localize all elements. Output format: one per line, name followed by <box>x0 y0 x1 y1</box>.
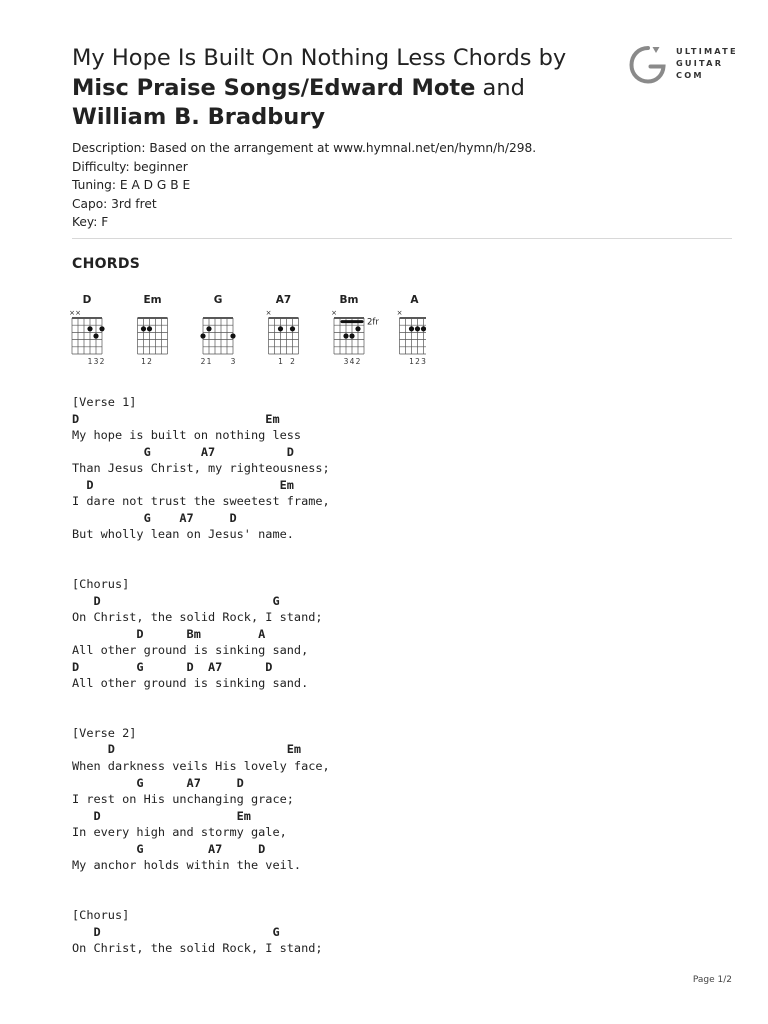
lyric-line: All other ground is sinking sand. <box>72 676 309 691</box>
finger-dot <box>290 326 295 331</box>
chord-line: G A7 D <box>72 841 266 856</box>
chord-diagram-g <box>200 294 235 366</box>
logo-text <box>676 45 738 81</box>
lyric-line: My anchor holds within the veil. <box>72 858 302 873</box>
song-body <box>72 394 330 957</box>
chord-diagram-em <box>138 294 168 366</box>
meta-tuning: Tuning: E A D G B E <box>72 178 191 192</box>
page-number: Page 1/2 <box>692 975 732 985</box>
finger-dot <box>99 326 104 331</box>
divider <box>72 238 732 239</box>
logo-text-line3: COM <box>676 70 704 80</box>
lyric-line: On Christ, the solid Rock, I stand; <box>72 941 323 956</box>
finger-number: 1 <box>141 357 146 366</box>
title-prefix: My Hope Is Built On Nothing Less Chords by <box>72 45 567 71</box>
finger-number: 3 <box>230 357 236 366</box>
section-label: [Verse 2] <box>72 725 137 740</box>
muted-string-mark: × <box>69 309 75 317</box>
meta-difficulty: Difficulty: beginner <box>72 159 188 174</box>
finger-number: 2 <box>200 357 206 366</box>
section-label: [Verse 1] <box>72 395 137 409</box>
finger-dot <box>355 326 360 331</box>
chord-line: G A7 D <box>72 510 237 525</box>
muted-string-mark: × <box>75 309 81 317</box>
chord-name: G <box>213 294 223 306</box>
finger-dot <box>93 333 98 338</box>
meta-key: Key: F <box>72 215 109 229</box>
lyric-line <box>72 708 330 725</box>
logo-text-line1: ULTIMATE <box>676 46 738 56</box>
meta-capo: Capo: 3rd fret <box>72 196 157 211</box>
finger-dot <box>278 326 283 331</box>
ultimate-guitar-logo-icon <box>628 44 668 84</box>
lyric-line: But wholly lean on Jesus' name. <box>72 527 294 542</box>
chord-line: D Em <box>72 808 251 823</box>
lyric-line: When darkness veils His lovely face, <box>72 759 330 774</box>
finger-dot <box>349 333 354 338</box>
finger-dot <box>409 326 414 331</box>
chord-diagram-a7 <box>266 294 299 366</box>
finger-number: 2 <box>290 357 295 366</box>
lyric-line: In every high and stormy gale, <box>72 825 287 840</box>
chord-diagram-bm <box>331 294 379 366</box>
chord-name: A <box>410 294 419 306</box>
lyric-line: On Christ, the solid Rock, I stand; <box>72 610 323 625</box>
chord-name: A7 <box>275 294 292 306</box>
chord-name: D <box>82 294 92 306</box>
section-label: [Chorus] <box>72 577 130 592</box>
lyric-line: I dare not trust the sweetest frame, <box>72 494 330 509</box>
finger-dot <box>87 326 92 331</box>
lyric-line <box>72 543 330 560</box>
muted-string-mark: × <box>265 309 272 317</box>
finger-dot <box>147 326 152 331</box>
chord-line: D Em <box>72 411 280 426</box>
finger-number: 4 <box>349 357 355 366</box>
chord-name: Em <box>143 294 162 306</box>
section-label: [Chorus] <box>72 907 130 922</box>
meta-description: Description: Based on the arrangement at www.hymnal.net/en/hymn/h/298. <box>72 141 537 155</box>
finger-number: 1 <box>87 357 93 366</box>
logo-text-line2: GUITAR <box>676 58 724 68</box>
muted-string-mark: × <box>331 309 337 317</box>
finger-number: 3 <box>93 357 99 366</box>
lyric-line <box>72 559 330 576</box>
chord-line: D G D A7 D <box>72 659 273 674</box>
chord-name: Bm <box>339 294 359 306</box>
finger-number: 2 <box>355 357 361 366</box>
finger-number: 1 <box>409 357 414 366</box>
chord-diagram-a <box>397 294 426 366</box>
song-title <box>72 44 612 133</box>
chord-line: D G <box>72 924 280 939</box>
lyric-line <box>72 874 330 891</box>
muted-string-mark: × <box>396 309 403 317</box>
chord-diagram-d <box>69 294 105 366</box>
finger-number: 3 <box>421 357 426 366</box>
artist-name-1[interactable]: Misc Praise Songs/Edward Mote <box>72 74 476 101</box>
finger-number: 2 <box>99 357 105 366</box>
chord-diagrams <box>66 291 426 371</box>
lyric-line: My hope is built on nothing less <box>72 428 302 443</box>
artist-name-2[interactable]: William B. Bradbury <box>72 104 326 130</box>
lyric-line <box>72 890 330 907</box>
chords-heading: CHORDS <box>72 256 141 272</box>
finger-number: 1 <box>206 357 212 366</box>
chord-line: D Em <box>72 742 302 757</box>
finger-number: 3 <box>343 357 349 366</box>
lyric-line: All other ground is sinking sand, <box>72 643 309 658</box>
chord-line: D G <box>72 593 280 608</box>
chord-line: D Bm A <box>72 626 266 641</box>
finger-number: 2 <box>147 357 152 366</box>
title-and: and <box>475 74 525 101</box>
lyric-line: I rest on His unchanging grace; <box>72 792 294 807</box>
finger-dot <box>415 326 420 331</box>
finger-dot <box>200 333 205 338</box>
finger-dot <box>206 326 211 331</box>
finger-dot <box>343 333 348 338</box>
finger-number: 2 <box>415 357 420 366</box>
fret-position-label: 2fr <box>367 317 379 328</box>
finger-dot <box>230 333 235 338</box>
lyric-line <box>72 692 330 709</box>
song-meta <box>72 139 536 232</box>
chord-line: G A7 D <box>72 444 294 459</box>
finger-dot <box>421 326 426 331</box>
ultimate-guitar-logo[interactable] <box>628 44 738 84</box>
lyric-line: Than Jesus Christ, my righteousness; <box>72 461 330 476</box>
chord-line: G A7 D <box>72 775 244 790</box>
finger-dot <box>141 326 146 331</box>
finger-number: 1 <box>278 357 283 366</box>
chord-line: D Em <box>72 477 294 492</box>
